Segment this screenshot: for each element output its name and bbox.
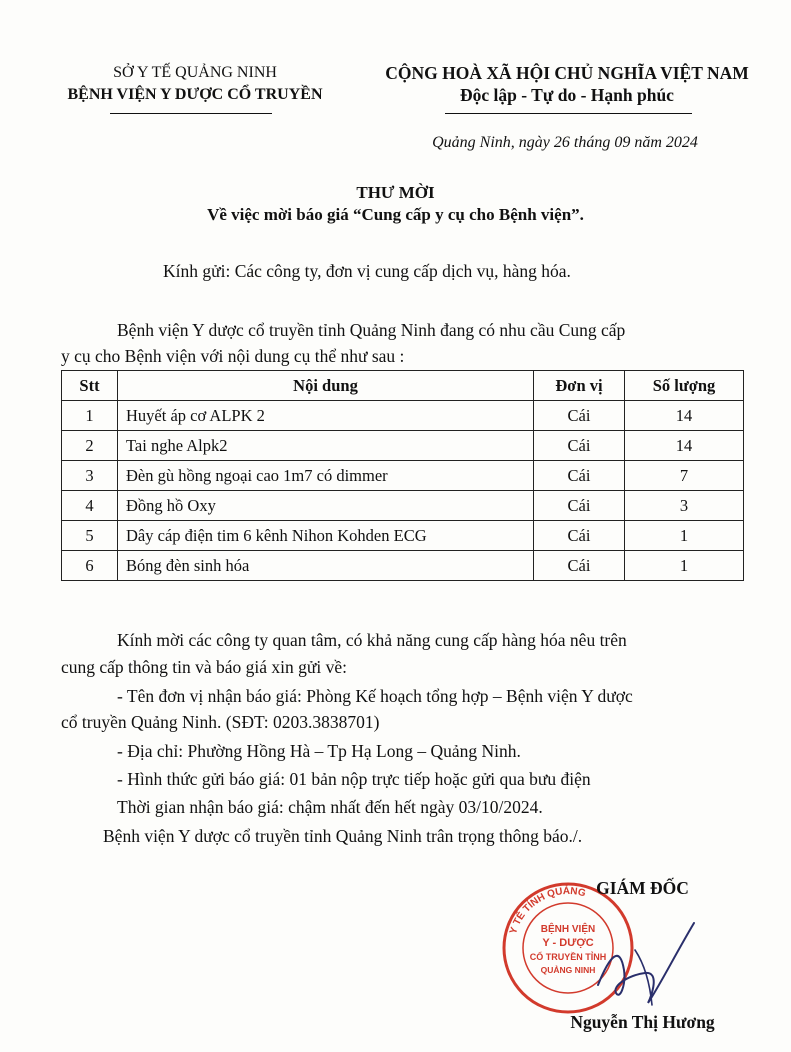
table-row — [62, 551, 744, 581]
row-unit: Cái — [534, 461, 625, 491]
national-motto: Độc lập - Tự do - Hạnh phúc — [460, 85, 674, 105]
row-name: Tai nghe Alpk2 — [118, 431, 534, 461]
document-title-block — [0, 182, 791, 226]
table-row — [62, 521, 744, 551]
date-line: Quảng Ninh, ngày 26 tháng 09 năm 2024 — [432, 134, 698, 151]
row-qty: 1 — [625, 521, 744, 551]
row-stt: 6 — [62, 551, 118, 581]
signature-title: GIÁM ĐỐC — [596, 878, 689, 898]
table-row — [62, 431, 744, 461]
table-row — [62, 491, 744, 521]
row-stt: 1 — [62, 401, 118, 431]
address-line: - Địa chỉ: Phường Hồng Hà – Tp Hạ Long – Quảng Ninh. — [117, 741, 521, 761]
national-title: CỘNG HOÀ XÃ HỘI CHỦ NGHĨA VIỆT NAM — [385, 63, 749, 83]
row-stt: 5 — [62, 521, 118, 551]
stamp-line-4: QUẢNG NINH — [540, 965, 596, 975]
signature-name: Nguyễn Thị Hương — [570, 1012, 715, 1032]
row-stt: 4 — [62, 491, 118, 521]
row-unit: Cái — [534, 431, 625, 461]
header-qty: Số lượng — [625, 371, 744, 401]
invite-line-1: Kính mời các công ty quan tâm, có khả năng cung cấp hàng hóa nêu trên — [117, 630, 627, 650]
handwritten-signature — [590, 915, 700, 1010]
deadline-line: Thời gian nhận báo giá: chậm nhất đến hết ngày 03/10/2024. — [117, 797, 543, 817]
method-line: - Hình thức gửi báo giá: 01 bản nộp trực tiếp hoặc gửi qua bưu điện — [117, 769, 591, 789]
stamp-line-2: Y - DƯỢC — [542, 937, 594, 949]
row-unit: Cái — [534, 521, 625, 551]
table-header-row — [62, 371, 744, 401]
issuer-department: SỞ Y TẾ QUẢNG NINH — [113, 64, 277, 81]
row-qty: 14 — [625, 431, 744, 461]
motto-underline — [445, 113, 692, 114]
issuer-hospital: BỆNH VIỆN Y DƯỢC CỔ TRUYỀN — [67, 86, 323, 103]
row-name: Đèn gù hồng ngoại cao 1m7 có dimmer — [118, 461, 534, 491]
row-name: Huyết áp cơ ALPK 2 — [118, 401, 534, 431]
row-qty: 1 — [625, 551, 744, 581]
recipient-line-1: - Tên đơn vị nhận báo giá: Phòng Kế hoạch tổng hợp – Bệnh viện Y dược — [117, 686, 633, 706]
row-unit: Cái — [534, 401, 625, 431]
stamp-line-1: BỆNH VIỆN — [540, 924, 596, 935]
header-stt: Stt — [62, 371, 118, 401]
closing-line: Bệnh viện Y dược cổ truyền tỉnh Quảng Ninh trân trọng thông báo./. — [103, 826, 583, 846]
row-name: Đồng hồ Oxy — [118, 491, 534, 521]
intro-line-2: y cụ cho Bệnh viện với nội dung cụ thể như sau : — [61, 346, 405, 366]
intro-line-1: Bệnh viện Y dược cổ truyền tỉnh Quảng Ninh đang có nhu cầu Cung cấp — [117, 320, 626, 340]
issuer-underline — [110, 113, 272, 114]
header-unit: Đơn vị — [534, 371, 625, 401]
document-subtitle: Về việc mời báo giá “Cung cấp y cụ cho Bệnh viện”. — [207, 205, 584, 224]
table-row — [62, 401, 744, 431]
recipient-line-2: cổ truyền Quảng Ninh. (SĐT: 0203.3838701) — [61, 712, 380, 732]
national-header — [352, 62, 782, 106]
header-name: Nội dung — [118, 371, 534, 401]
items-table — [61, 370, 744, 581]
stamp-ring-text: Y TẾ TỈNH QUẢNG — [507, 885, 587, 936]
invite-line-2: cung cấp thông tin và báo giá xin gửi về: — [61, 657, 348, 677]
table-row — [62, 461, 744, 491]
row-name: Bóng đèn sinh hóa — [118, 551, 534, 581]
row-name: Dây cáp điện tim 6 kênh Nihon Kohden ECG — [118, 521, 534, 551]
greeting: Kính gửi: Các công ty, đơn vị cung cấp dịch vụ, hàng hóa. — [163, 261, 571, 281]
row-unit: Cái — [534, 491, 625, 521]
row-qty: 7 — [625, 461, 744, 491]
row-qty: 14 — [625, 401, 744, 431]
row-stt: 3 — [62, 461, 118, 491]
stamp-line-3: CỔ TRUYỀN TỈNH — [529, 952, 607, 962]
row-stt: 2 — [62, 431, 118, 461]
issuer-header — [20, 62, 370, 106]
document-title: THƯ MỜI — [356, 183, 435, 202]
row-unit: Cái — [534, 551, 625, 581]
row-qty: 3 — [625, 491, 744, 521]
